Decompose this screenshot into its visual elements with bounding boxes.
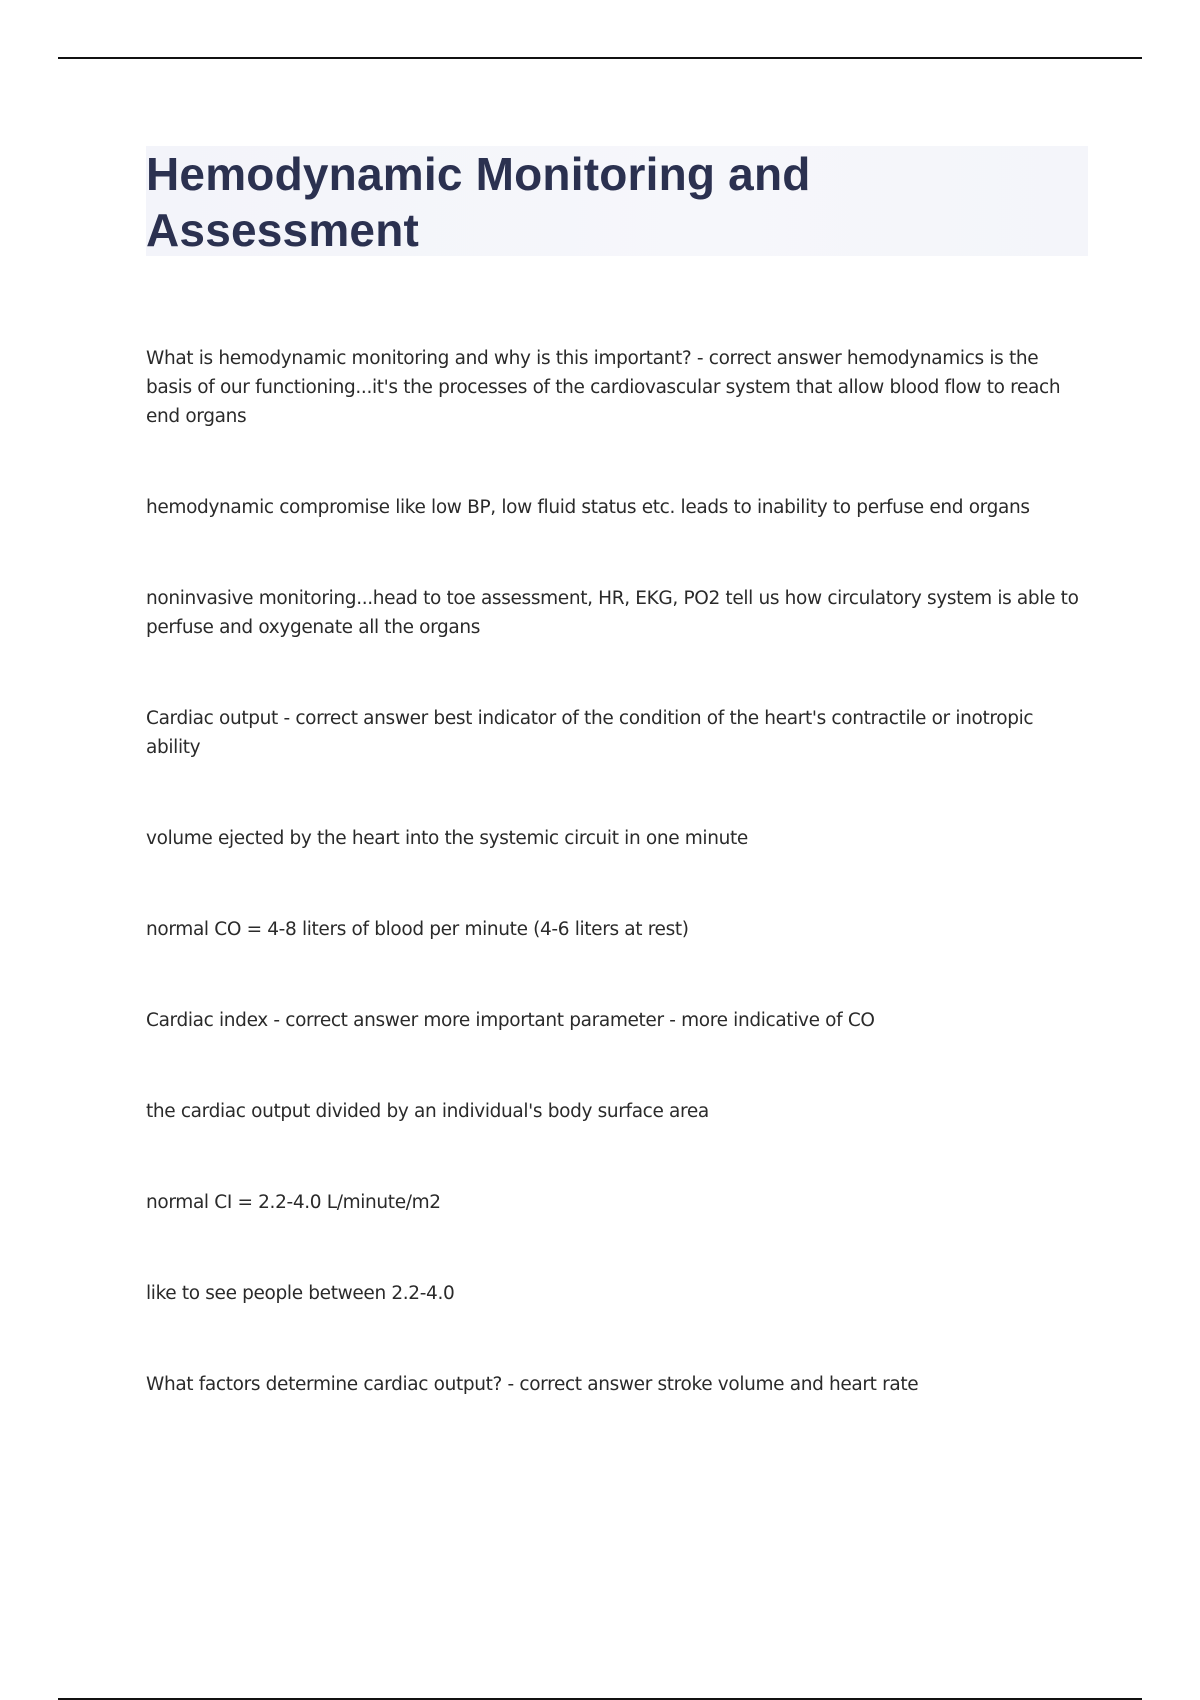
paragraph-volume-ejected: volume ejected by the heart into the systemic circuit in one minute	[146, 828, 748, 849]
title-banner	[146, 146, 1088, 256]
document-body	[146, 344, 1086, 1461]
paragraph-cardiac-index: Cardiac index - correct answer more important parameter - more indicative of CO	[146, 1010, 875, 1031]
paragraph-cardiac-output: Cardiac output - correct answer best indicator of the condition of the heart's contractile or inotropic ability	[146, 708, 1034, 758]
document-title: Hemodynamic Monitoring and Assessment	[146, 148, 811, 256]
paragraph-normal-ci: normal CI = 2.2-4.0 L/minute/m2	[146, 1192, 441, 1213]
paragraph-body-surface-area: the cardiac output divided by an individual's body surface area	[146, 1101, 709, 1122]
top-rule	[58, 57, 1142, 59]
paragraph-hemodynamic-compromise: hemodynamic compromise like low BP, low fluid status etc. leads to inability to perfuse end organs	[146, 497, 1030, 518]
paragraph-like-to-see: like to see people between 2.2-4.0	[146, 1283, 455, 1304]
paragraph-normal-co: normal CO = 4-8 liters of blood per minute (4-6 liters at rest)	[146, 919, 689, 940]
paragraph-hemodynamic-monitoring: What is hemodynamic monitoring and why is this important? - correct answer hemodynamics is the basis of our functioning...it's the processes of the cardiovascular system that allow blood flow to reach end organs	[146, 348, 1061, 427]
paragraph-cardiac-output-factors: What factors determine cardiac output? - correct answer stroke volume and heart rate	[146, 1374, 919, 1395]
paragraph-noninvasive-monitoring: noninvasive monitoring...head to toe assessment, HR, EKG, PO2 tell us how circulatory system is able to perfuse and oxygenate all the organs	[146, 588, 1079, 638]
